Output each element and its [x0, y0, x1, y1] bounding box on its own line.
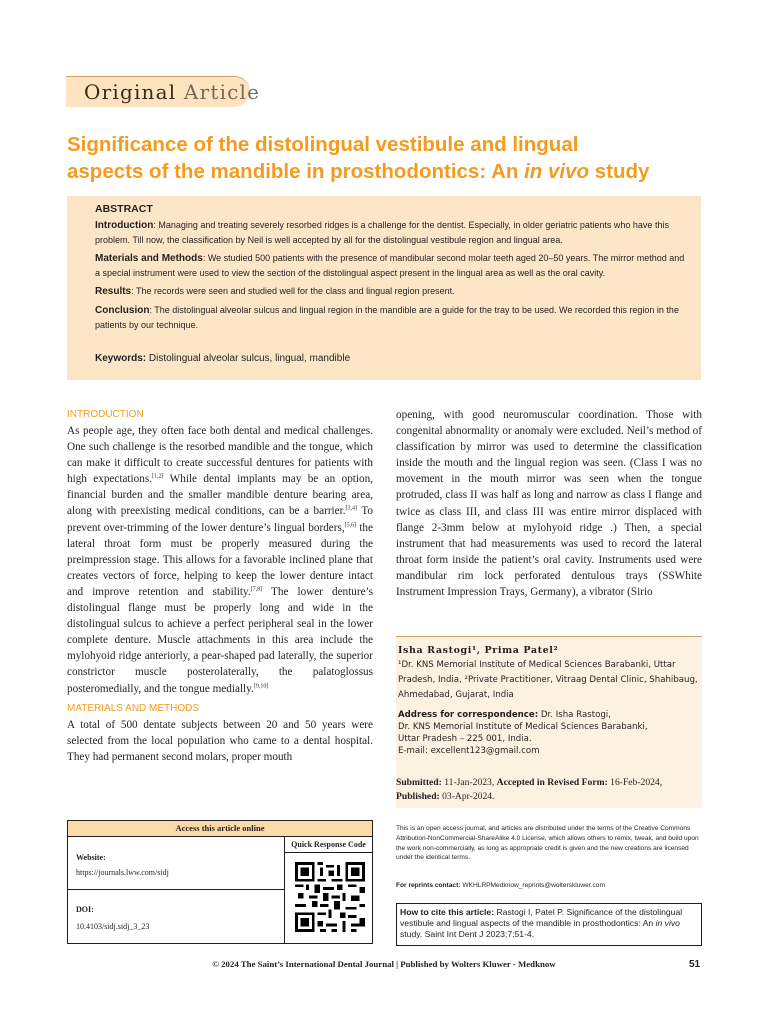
doi-label: DOI:	[76, 905, 94, 914]
abstract-conclusion	[95, 303, 687, 332]
abstract-intro-text: : Managing and treating severely resorbed ridges is a challenge for the dentist. Especially, in older geriatric patients who have this problem. Till now, the classification by Neil is well accepted by all for the distolingual vestibule region and lingual area.	[95, 220, 669, 245]
introduction-paragraph	[67, 423, 373, 697]
methods-paragraph: A total of 500 dentate subjects between 20 and 50 years were selected from the local population who came to a dental hospital. They had permanent second molars, proper mouth	[67, 718, 373, 763]
article-type-label	[84, 80, 260, 104]
correspondence-line-3: Uttar Pradesh – 225 001, India.	[398, 734, 532, 744]
keywords	[95, 352, 350, 366]
title-line-a: Significance of the distolingual vestibule and lingual	[67, 133, 579, 156]
license-text: This is an open access journal, and articles are distributed under the terms of the Creative Commons Attribution-NonCommercial-ShareAlike 4.0 License, which allows others to remix, tweak, and build upon the work non-commercially, as long as appropriate credit is given and the new creations are licensed under the identical terms.	[396, 825, 699, 862]
keywords-label: Keywords:	[95, 353, 147, 364]
abstract-intro-label: Introduction	[95, 220, 154, 231]
accepted-date: 16-Feb-2024,	[607, 777, 663, 788]
accepted-label: Accepted in Revised Form:	[496, 777, 608, 788]
intro-text-4: the lateral throat form must be properly measured during the preimpression stage. This allows for a favorable inclined plane that creates vectors of force, helping to keep the lower denture intact and improve retention and stability.	[67, 521, 373, 598]
website-link[interactable]: https://journals.lww.com/sidj	[76, 868, 169, 877]
article-title	[67, 131, 707, 185]
published-label: Published:	[396, 791, 440, 802]
reprints-label: For reprints contact:	[396, 882, 461, 889]
correspondence-email[interactable]: E-mail: excellent123@gmail.com	[398, 746, 540, 756]
citation-2[interactable]: [3,4]	[345, 505, 358, 512]
correspondence-address	[398, 709, 702, 757]
cite-text-b: study. Saint Int Dent J 2023;7:51-4.	[400, 929, 535, 939]
abstract-conclusion-text: : The distolingual alveolar sulcus and lingual region in the mandible are a guide for the tray to be used. We recorded this region in the patients by our technique.	[95, 305, 679, 330]
article-type-word1: Original	[84, 80, 177, 104]
correspondence-label: Address for correspondence:	[398, 710, 539, 720]
abstract-results-text: : The records were seen and studied well for the class and lingual region present.	[131, 286, 455, 296]
introduction-heading: INTRODUCTION	[67, 409, 144, 420]
abstract-conclusion-label: Conclusion	[95, 305, 150, 316]
author-affiliations: ¹Dr. KNS Memorial Institute of Medical Sciences Barabanki, Uttar Pradesh, India, ²Private Practitioner, Vitraag Dental Clinic, Shahibaug, Ahmedabad, Gujarat, India	[398, 660, 698, 700]
title-line-b-suffix: study	[589, 160, 650, 183]
page-number: 51	[689, 959, 701, 970]
abstract-box	[67, 196, 701, 380]
access-online-box	[67, 820, 373, 944]
qr-heading: Quick Response Code	[284, 837, 372, 853]
citation-5[interactable]: [9,10]	[253, 682, 269, 689]
cite-text-a: Rastogi I, Patel P. Significance of the distolingual vestibule and lingual aspects of the mandible in prosthodontics: An	[400, 907, 683, 928]
abstract-methods-label: Materials and Methods	[95, 253, 203, 264]
left-column	[67, 407, 373, 765]
citation-3[interactable]: [5,6]	[344, 521, 357, 528]
intro-text-2: While dental implants may be an option, financial burden and the smaller mandible denture bearing area, along with preexisting medical conditions, can be a barrier.	[67, 473, 373, 518]
access-divider	[68, 889, 284, 890]
abstract-heading: ABSTRACT	[95, 203, 153, 215]
submitted-label: Submitted:	[396, 777, 442, 788]
qr-code-icon[interactable]	[295, 859, 365, 935]
article-type-word2: Article	[183, 80, 261, 104]
intro-text-5: The lower denture’s distolingual flange must be properly long and wide in the distolingual sulcus to achieve a perfect peripheral seal in the lower complete denture. Muscle attachments in this area include the mylohyoid ridge anteriorly, a pear-shaped pad laterally, the superior constrictor muscle posterolaterally, the palatoglossus posteromedially, and the tongue medially.	[67, 585, 373, 695]
abstract-methods-text: : We studied 500 patients with the presence of mandibular second molar teeth aged 20–50 years. The mirror method and a special instrument were used to view the section of the distolingual aspect present in the lingual area as well as the oral cavity.	[95, 253, 685, 278]
reprints-email[interactable]: WKHLRPMedknow_reprints@wolterskluwer.com	[460, 882, 605, 889]
title-italic: in vivo	[524, 160, 590, 183]
access-heading: Access this article online	[68, 821, 372, 837]
published-date: 03-Apr-2024.	[439, 791, 495, 802]
reprints-contact	[396, 882, 702, 889]
title-line-b-prefix: aspects of the mandible in prosthodontics: An	[67, 160, 525, 183]
intro-text-1: As people age, they often face both dental and medical challenges. One such challenge is the resorbed mandible and the tongue, which can make it difficult to create successful dentures for patients with high expectations.	[67, 425, 373, 486]
author-names: Isha Rastogi¹, Prima Patel²	[398, 645, 559, 656]
citation-4[interactable]: [7,8]	[250, 586, 263, 593]
right-column	[396, 407, 702, 600]
submitted-date: 11-Jan-2023,	[441, 777, 497, 788]
article-dates	[396, 776, 696, 804]
keywords-text: Distolingual alveolar sulcus, lingual, mandible	[146, 353, 351, 364]
methods-continued: opening, with good neuromuscular coordination. Those with congenital abnormality or anomaly were excluded. Neil’s method of classification by mirror was used to determine the classification inside the mouth and the lingual region was seen. (Class I was no movement in the mouth mirror was seen when the tongue protruded, class II was half as long and narrow as class I flange and twice as class III, and class III was entire mirror displaced with flange 2-3mm below at mylohyoid ridge .) Then, a special instrument that had measurements was used to record the lateral throat form inside the patient’s oral cavity. Instruments used were mandibular rim lock perforated dentulous trays (SSWhite Instrument Impression Trays, Germany), a vibrator (Sirio	[396, 409, 702, 599]
abstract-results-label: Results	[95, 286, 132, 297]
abstract-results	[95, 284, 687, 299]
doi-link[interactable]: 10.4103/sidj.sidj_3_23	[76, 922, 150, 931]
page-footer: © 2024 The Saint’s International Dental Journal | Published by Wolters Kluwer - Medknow	[212, 959, 556, 969]
abstract-methods	[95, 251, 687, 280]
how-to-cite-box	[396, 903, 702, 946]
methods-heading: MATERIALS AND METHODS	[67, 702, 200, 714]
abstract-introduction	[95, 218, 687, 247]
intro-text-3: To prevent over-trimming of the lower denture’s lingual borders,	[67, 505, 374, 534]
cite-italic: in vivo	[655, 918, 680, 928]
correspondence-name: Dr. Isha Rastogi,	[538, 710, 611, 720]
qr-code-cell	[284, 853, 373, 943]
website-label: Website:	[76, 853, 106, 862]
correspondence-line-2: Dr. KNS Memorial Institute of Medical Sciences Barabanki,	[398, 722, 648, 732]
citation-1[interactable]: [1,2]	[152, 473, 164, 480]
cite-label: How to cite this article:	[400, 907, 495, 917]
